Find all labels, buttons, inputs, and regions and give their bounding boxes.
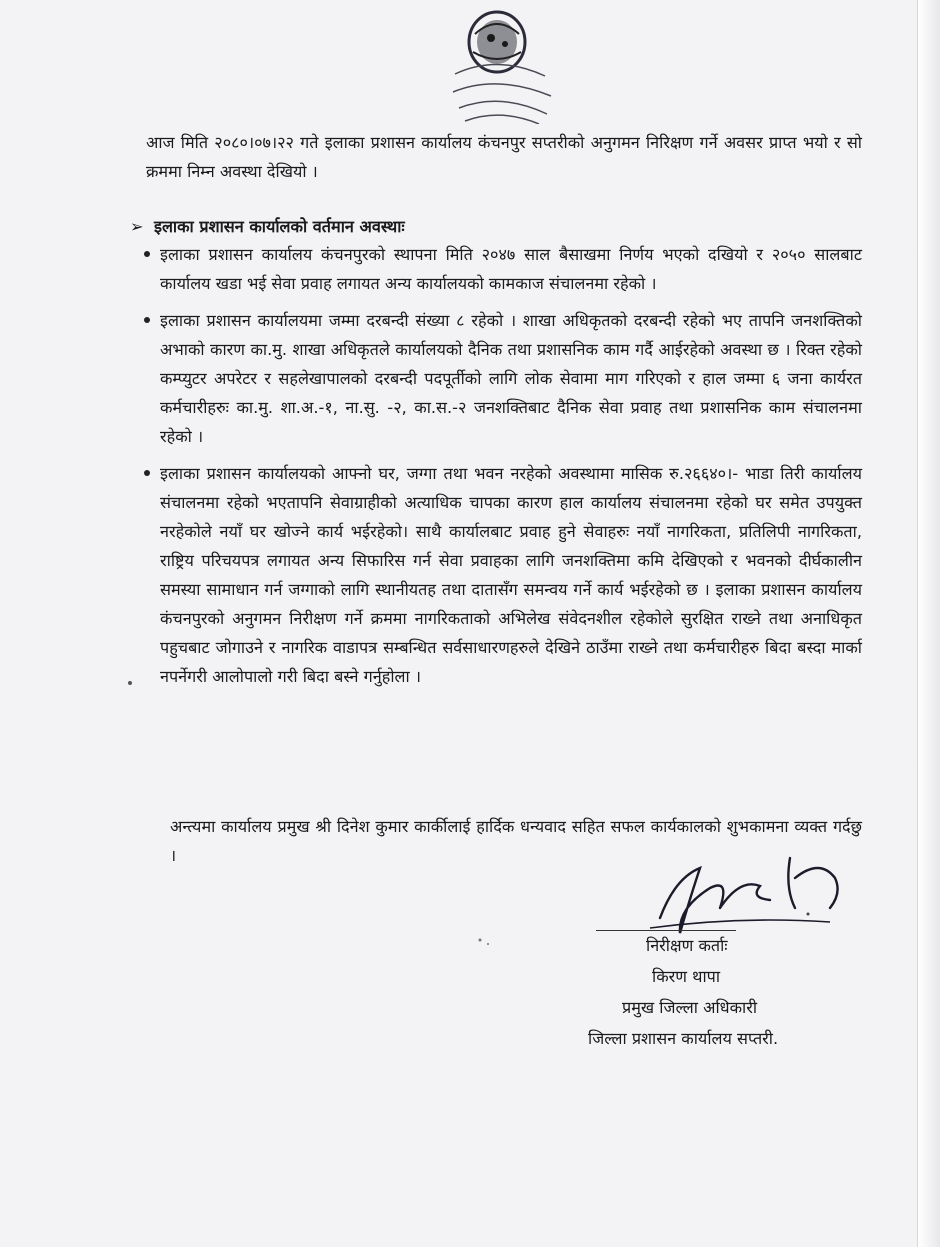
closing-paragraph: अन्त्यमा कार्यालय प्रमुख श्री दिनेश कुमार कार्कीलाई हार्दिक धन्यवाद सहित सफल कार्यकालको शुभकामना व्यक्त गर्दछु । xyxy=(170,817,862,865)
list-item-text: इलाका प्रशासन कार्यालयमा जम्मा दरबन्दी संख्या ८ रहेको । शाखा अधिकृतको दरबन्दी रहेको भए तापनि जनशक्तिको अभाको कारण का.मु. शाखा अधिकृतले कार्यालयको दैनिक तथा प्रशासनिक काम गर्दै आईरहेको अवस्था छ । रिक्त रहेको कम्प्युटर अपरेटर र सहलेखापालको दरबन्दी पदपूर्तीको लागि लोक सेवामा माग गरिएको र हाल जम्मा ६ जना कार्यरत कर्मचारीहरुः का.मु. शा.अ.-१, ना.सु. -२, का.स.-२ जनशक्तिबाट दैनिक सेवा प्रवाह तथा प्रशासनिक काम संचालनमा रहेको । xyxy=(160,311,862,446)
section-heading xyxy=(130,212,860,241)
page-edge xyxy=(917,0,940,1247)
list-item xyxy=(160,240,862,298)
signatory-block xyxy=(560,930,860,1054)
intro-paragraph: आज मिति २०८०।०७।२२ गते इलाका प्रशासन कार्यालय कंचनपुर सप्तरीको अनुगमन निरिक्षण गर्ने अवसर प्राप्त भयो र सो क्रममा निम्न अवस्था देखियो । xyxy=(146,133,862,181)
official-seal-icon xyxy=(435,4,565,124)
list-item-text: इलाका प्रशासन कार्यालय कंचनपुरको स्थापना मिति २०४७ साल बैसाखमा निर्णय भएको दखियो र २०५० सालबाट कार्यालय खडा भई सेवा प्रवाह लगायत अन्य कार्यालयको कामकाज संचालनमा रहेको । xyxy=(160,245,862,293)
bullet-dot-icon xyxy=(144,470,150,476)
arrow-bullet-icon: ➢ xyxy=(130,217,144,236)
bullet-dot-icon xyxy=(144,251,150,257)
section-heading-text: इलाका प्रशासन कार्यालको वर्तमान अवस्थाः xyxy=(154,217,405,236)
list-item-text: इलाका प्रशासन कार्यालयको आफ्नो घर, जग्गा तथा भवन नरहेको अवस्थामा मासिक रु.२६६४०।- भाडा तिरी कार्यालय संचालनमा रहेको भएतापनि सेवाग्राहीको अत्याधिक चापका कारण हाल कार्यालय संचालनमा रहेको घर समेत उपयुक्त नरहेकोले नयाँ घर खोज्ने कार्य भईरहेको। साथै कार्यालबाट प्रवाह हुने सेवाहरुः नयाँ नागरिकता, प्रतिलिपी नागरिकता, राष्ट्रिय परिचयपत्र लगायत अन्य सिफारिस गर्न सेवा प्रवाहका लागि जनशक्तिमा कमि देखिएको र भवनको दीर्घकालीन समस्या सामाधान गर्न जग्गाको लागि स्थानीयतह तथा दातासँग समन्वय गर्ने कार्य भईरहेको छ । इलाका प्रशासन कार्यालय कंचनपुरको अनुगमन निरीक्षण गर्ने क्रममा नागरिकताको अभिलेख संवेदनशील रहेकोले सुरक्षित राख्ने तथा अनाधिकृत पहुचबाट जोगाउने र नागरिक वाडापत्र सम्बन्धित सर्वसाधारणहरुले देखिने ठाउँमा राख्ने तथा कर्मचारीहरु बिदा बस्दा मार्का नपर्नेगरी आलोपालो गरी बिदा बस्ने गर्नुहोला । xyxy=(160,464,862,686)
status-bullet-list xyxy=(160,240,862,699)
signatory-designation: प्रमुख जिल्ला अधिकारी xyxy=(622,998,758,1017)
signatory-office: जिल्ला प्रशासन कार्यालय सप्तरी. xyxy=(588,1029,779,1048)
list-item xyxy=(160,306,862,451)
bullet-dot-icon xyxy=(144,317,150,323)
list-item xyxy=(160,459,862,691)
signatory-name: किरण थापा xyxy=(652,967,721,986)
signatory-title: निरीक्षण कर्ताः xyxy=(646,936,728,955)
